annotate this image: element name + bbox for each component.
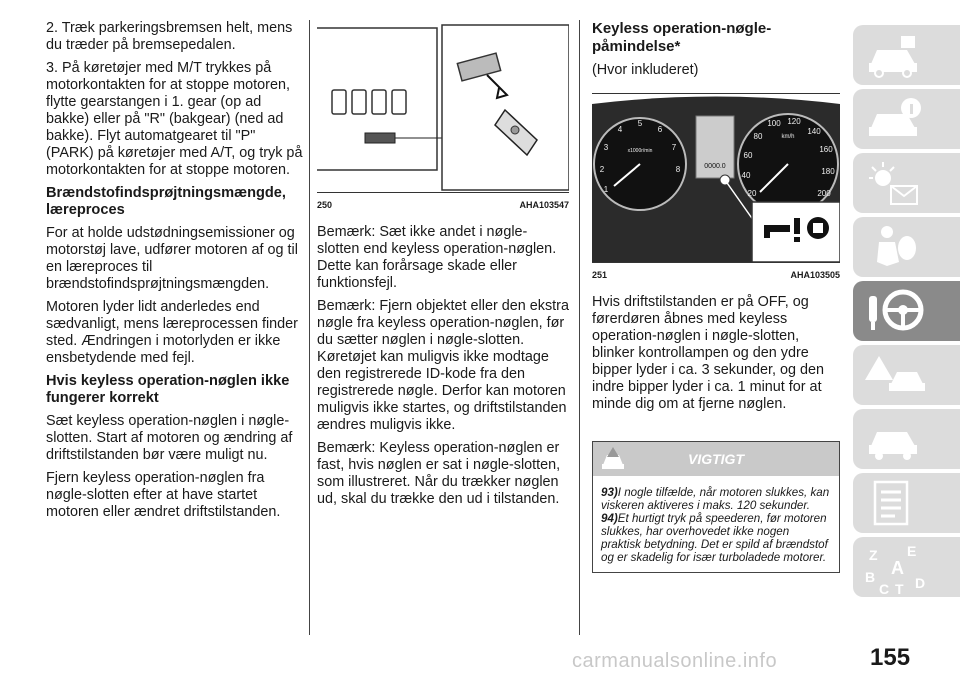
chapter-tabs (853, 25, 960, 601)
tab-warning-lights[interactable] (853, 153, 960, 213)
index-letter: D (915, 575, 926, 591)
speed-tick: 60 (743, 151, 753, 160)
figure-instrument-cluster (592, 93, 840, 263)
airbag-icon (865, 222, 925, 272)
tach-unit: x1000r/min (627, 148, 653, 154)
paragraph: 3. På køretøjer med M/T trykkes på motorkontakten for at stoppe motoren, flytte gearstangen i 1. gear (op ad bakke) eller på "R" (bakgear) (ned ad bakke). Flyt automatgearet til "P" (PARK) på køretøjer med A/T, og tryk på motorkontakten for at stoppe motoren. (46, 60, 303, 178)
index-letter: C (879, 581, 890, 596)
paragraph: Sæt keyless operation-nøglen i nøgle-slotten. Start af motoren og ændring af driftstilstanden bør være muligt nu. (46, 413, 293, 463)
car-info-icon (865, 30, 925, 80)
speed-tick: 80 (753, 132, 763, 141)
figure-key-slot (317, 20, 569, 193)
important-title: VIGTIGT (688, 451, 744, 467)
note-number: 94) (601, 512, 618, 525)
figure-number: 251 (592, 270, 608, 280)
paragraph: Bemærk: Sæt ikke andet i nøgle-slotten end keyless operation-nøglen. Dette kan forårsage skade eller funktionsfejl. (317, 224, 557, 291)
note-number: 93) (601, 486, 618, 499)
section-heading: Hvis keyless operation-nøglen ikke fungerer korrekt (46, 373, 290, 406)
note-93 (601, 486, 831, 512)
speed-tick: 20 (747, 189, 757, 198)
tab-index[interactable] (853, 537, 960, 597)
note-text: Et hurtigt tryk på speederen, før motoren slukkes, har overhovedet ikke nogen praktisk betydning. Det er spild af brændstof og er skadelig for især turboladede motorer. (601, 512, 828, 564)
column-divider (579, 20, 580, 635)
paragraph: Bemærk: Fjern objektet eller den ekstra nøgle fra keyless operation-nøglen, før du sætter nøglen i nøgle-slotten. Køretøjet kan muligvis ikke modtage den registrerede ID-kode fra den registrerede nøgle. Derfor kan motoren muligvis ikke startes, og driftstilstanden ændres muligvis ikke. (317, 298, 569, 433)
index-letter: Z (869, 547, 878, 563)
tach-tick: 7 (671, 143, 677, 152)
section-title: Keyless operation-nøgle-påmindelse* (592, 20, 772, 55)
index-letter: B (865, 569, 876, 585)
speed-tick: 120 (787, 117, 801, 126)
note-text: I nogle tilfælde, når motoren slukkes, kan viskeren aktiveres i maks. 120 sekunder. (601, 486, 830, 512)
index-letter: A (891, 558, 904, 578)
important-box (592, 441, 840, 573)
key-slot-illustration (317, 20, 569, 192)
figure-caption (317, 197, 569, 214)
speed-tick: 40 (741, 171, 751, 180)
tach-tick: 8 (675, 165, 681, 174)
important-body (593, 476, 839, 572)
tab-technical-data[interactable] (853, 473, 960, 533)
breakdown-icon (865, 350, 925, 400)
note-94 (601, 512, 831, 564)
car-service-icon (865, 414, 925, 464)
odometer-readout: 0000.0 (704, 163, 726, 170)
figure-code: AHA103547 (519, 200, 569, 210)
paragraph: Hvis driftstilstanden er på OFF, og førerdøren åbnes med keyless operation-nøglen i nøgle-slotten, blinker kontrollampen og den ydre bipper lyder i ca. 3 sekunder, og den indre bipper lyder i ca. 1 minut for at minde dig om at fjerne nøglen. (592, 294, 824, 412)
speed-unit: km/h (781, 134, 795, 140)
car-info-i-icon (865, 94, 925, 144)
speed-tick: 140 (807, 127, 821, 136)
paragraph: Fjern keyless operation-nøglen fra nøgle-slotten efter at have startet motoren eller ændret driftstilstanden. (46, 470, 281, 520)
column-middle (317, 20, 569, 514)
tach-tick: 2 (599, 165, 605, 174)
tab-car-overview[interactable] (853, 25, 960, 85)
column-left (46, 20, 304, 527)
figure-number: 250 (317, 200, 333, 210)
instrument-cluster-illustration (592, 94, 840, 262)
index-icon (865, 542, 945, 596)
paragraph: Bemærk: Keyless operation-nøglen er fast, hvis nøglen er sat i nøgle-slotten, som illustreret. Når du trækker nøglen ud, skal du trække den ud i tilstanden. (317, 440, 561, 507)
paragraph: 2. Træk parkeringsbremsen helt, mens du træder på bremsepedalen. (46, 20, 293, 53)
tach-tick: 3 (603, 143, 609, 152)
tab-car-info[interactable] (853, 89, 960, 149)
paragraph: For at holde udstødningsemissioner og motorstøj lave, udfører motoren af og til en læreproces til brændstofindsprøjtningsmængden. (46, 225, 298, 292)
tab-emergency[interactable] (853, 345, 960, 405)
index-letter: E (907, 543, 917, 559)
figure-caption (592, 267, 840, 284)
tab-safety[interactable] (853, 217, 960, 277)
tab-maintenance[interactable] (853, 409, 960, 469)
page-number: 155 (870, 644, 911, 671)
watermark: carmanualsonline.info (572, 650, 778, 672)
tach-tick: 1 (603, 185, 609, 194)
index-letter: T (895, 581, 904, 596)
column-divider (309, 20, 310, 635)
tach-tick: 5 (637, 119, 643, 128)
important-header (593, 442, 839, 476)
tach-tick: 6 (657, 125, 663, 134)
figure-code: AHA103505 (790, 270, 840, 280)
paragraph: Motoren lyder lidt anderledes end sædvanligt, mens læreprocessen finder sted. Ændringen i motorlyden er ikke ensbetydende med fejl. (46, 299, 298, 366)
column-right (592, 20, 840, 573)
section-heading: Brændstofindsprøjtningsmængde, læreproces (46, 185, 286, 218)
speed-tick: 100 (767, 119, 781, 128)
speed-tick: 160 (819, 145, 833, 154)
speed-tick: 200 (817, 189, 831, 198)
section-subtitle: (Hvor inkluderet) (592, 62, 699, 78)
tach-tick: 4 (617, 125, 623, 134)
key-steering-icon (865, 286, 925, 336)
specs-icon (865, 478, 925, 528)
speed-tick: 180 (821, 167, 835, 176)
tab-starting-driving[interactable] (853, 281, 960, 341)
warning-lights-icon (865, 158, 925, 208)
